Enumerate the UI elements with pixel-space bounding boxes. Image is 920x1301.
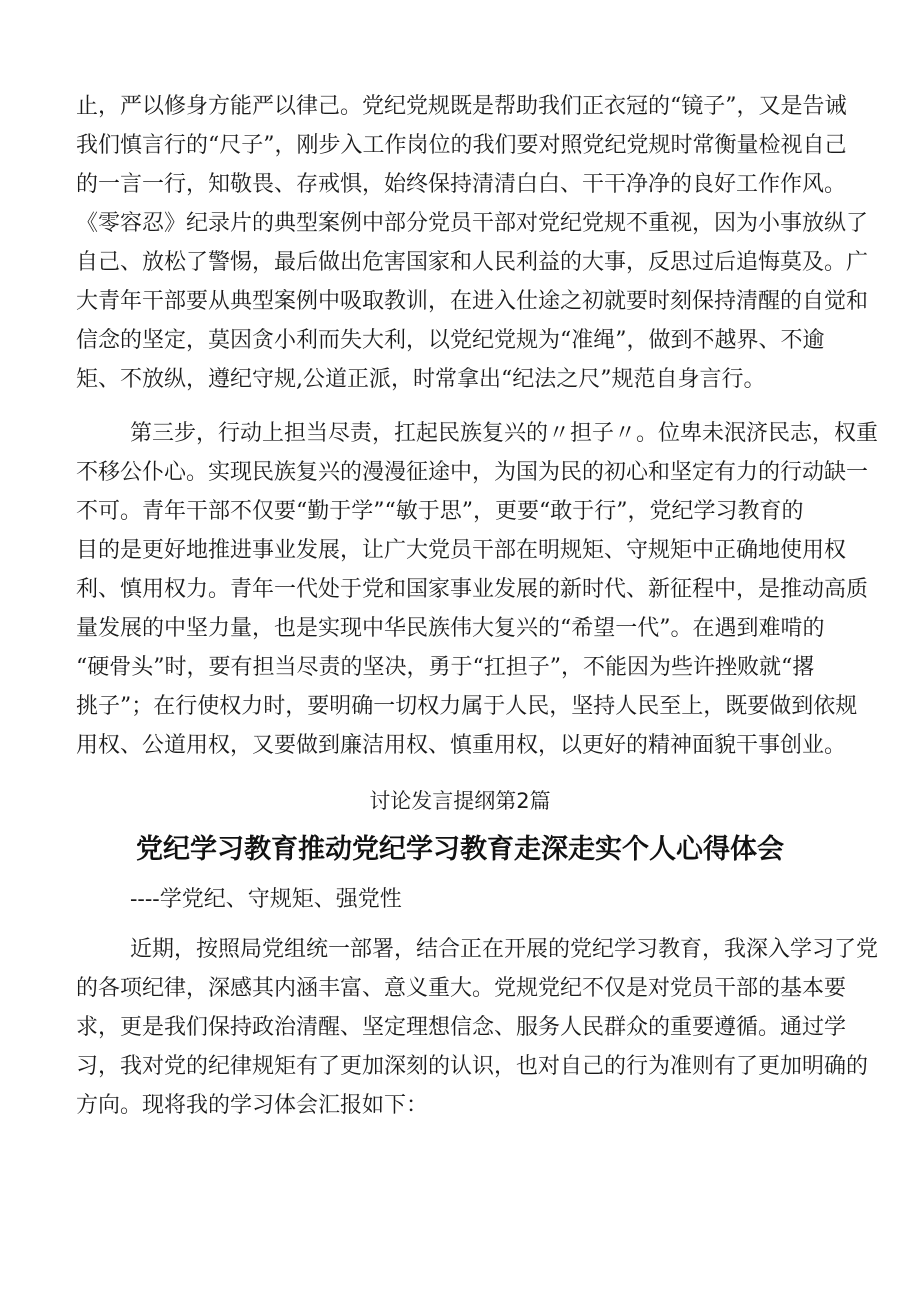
paragraph-line: 自己、放松了警惕，最后做出危害国家和人民利益的大事，反思过后追悔莫及。广 xyxy=(76,250,869,275)
paragraph-line: 求，更是我们保持政治清醒、坚定理想信念、服务人民群众的重要遵循。通过学 xyxy=(76,1015,847,1040)
paragraph-line: 不可。青年干部不仅要“勤于学”“敏于思”，更要“敢于行”，党纪学习教育的 xyxy=(76,499,804,524)
paragraph-first-line: 第三步，行动上担当尽责，扛起民族复兴的〃担子〃。位卑未泯济民志，权重 xyxy=(130,421,879,446)
paragraph-line: 习，我对党的纪律规矩有了更加深刻的认识，也对自己的行为准则有了更加明确的 xyxy=(76,1054,869,1079)
paragraph-line: 方向。现将我的学习体会汇报如下： xyxy=(76,1093,429,1118)
paragraph-line: 利、慎用权力。青年一代处于党和国家事业发展的新时代、新征程中，是推动高质 xyxy=(76,577,869,602)
paragraph-line: 的一言一行，知敬畏、存戒惧，始终保持清清白白、干干净净的良好工作作风。 xyxy=(76,172,847,197)
paragraph-line: 大青年干部要从典型案例中吸取教训，在进入仕途之初就要时刻保持清醒的自觉和 xyxy=(76,289,869,314)
paragraph-line: 《零容忍》纪录片的典型案例中部分党员干部对党纪党规不重视，因为小事放纵了 xyxy=(76,211,869,236)
section-heading: 讨论发言提纲第2篇 xyxy=(369,789,551,813)
paragraph-line: 的各项纪律，深感其内涵丰富、意义重大。党规党纪不仅是对党员干部的基本要 xyxy=(76,976,847,1001)
document-title: 党纪学习教育推动党纪学习教育走深走实个人心得体会 xyxy=(136,834,784,865)
paragraph-line: 不移公仆心。实现民族复兴的漫漫征途中，为国为民的初心和坚定有力的行动缺一 xyxy=(76,460,869,485)
paragraph-line: 目的是更好地推进事业发展，让广大党员干部在明规矩、守规矩中正确地使用权 xyxy=(76,538,847,563)
paragraph-line: 信念的坚定，莫因贪小利而失大利，以党纪党规为“准绳”，做到不越界、不逾 xyxy=(76,328,825,353)
paragraph-line: 用权、公道用权，又要做到廉洁用权、慎重用权，以更好的精神面貌干事创业。 xyxy=(76,733,847,758)
paragraph-line: 我们慎言行的“尺子”，刚步入工作岗位的我们要对照党纪党规时常衡量检视自己 xyxy=(76,133,847,158)
paragraph-line: 挑子”；在行使权力时，要明确一切权力属于人民，坚持人民至上，既要做到依规 xyxy=(76,694,858,719)
paragraph-line: 量发展的中坚力量，也是实现中华民族伟大复兴的“希望一代”。在遇到难啃的 xyxy=(76,616,825,641)
paragraph-first-line: 近期，按照局党组统一部署，结合正在开展的党纪学习教育，我深入学习了党 xyxy=(130,937,879,962)
paragraph-line: 矩、不放纵，遵纪守规,公道正派，时常拿出“纪法之尺”规范自身言行。 xyxy=(76,367,766,392)
paragraph-line: 止，严以修身方能严以律己。党纪党规既是帮助我们正衣冠的“镜子”，又是告诫 xyxy=(76,94,847,119)
document-subtitle: ----学党纪、守规矩、强党性 xyxy=(130,887,402,912)
paragraph-line: “硬骨头”时，要有担当尽责的坚决，勇于“扛担子”，不能因为些许挫败就“撂 xyxy=(76,655,815,680)
